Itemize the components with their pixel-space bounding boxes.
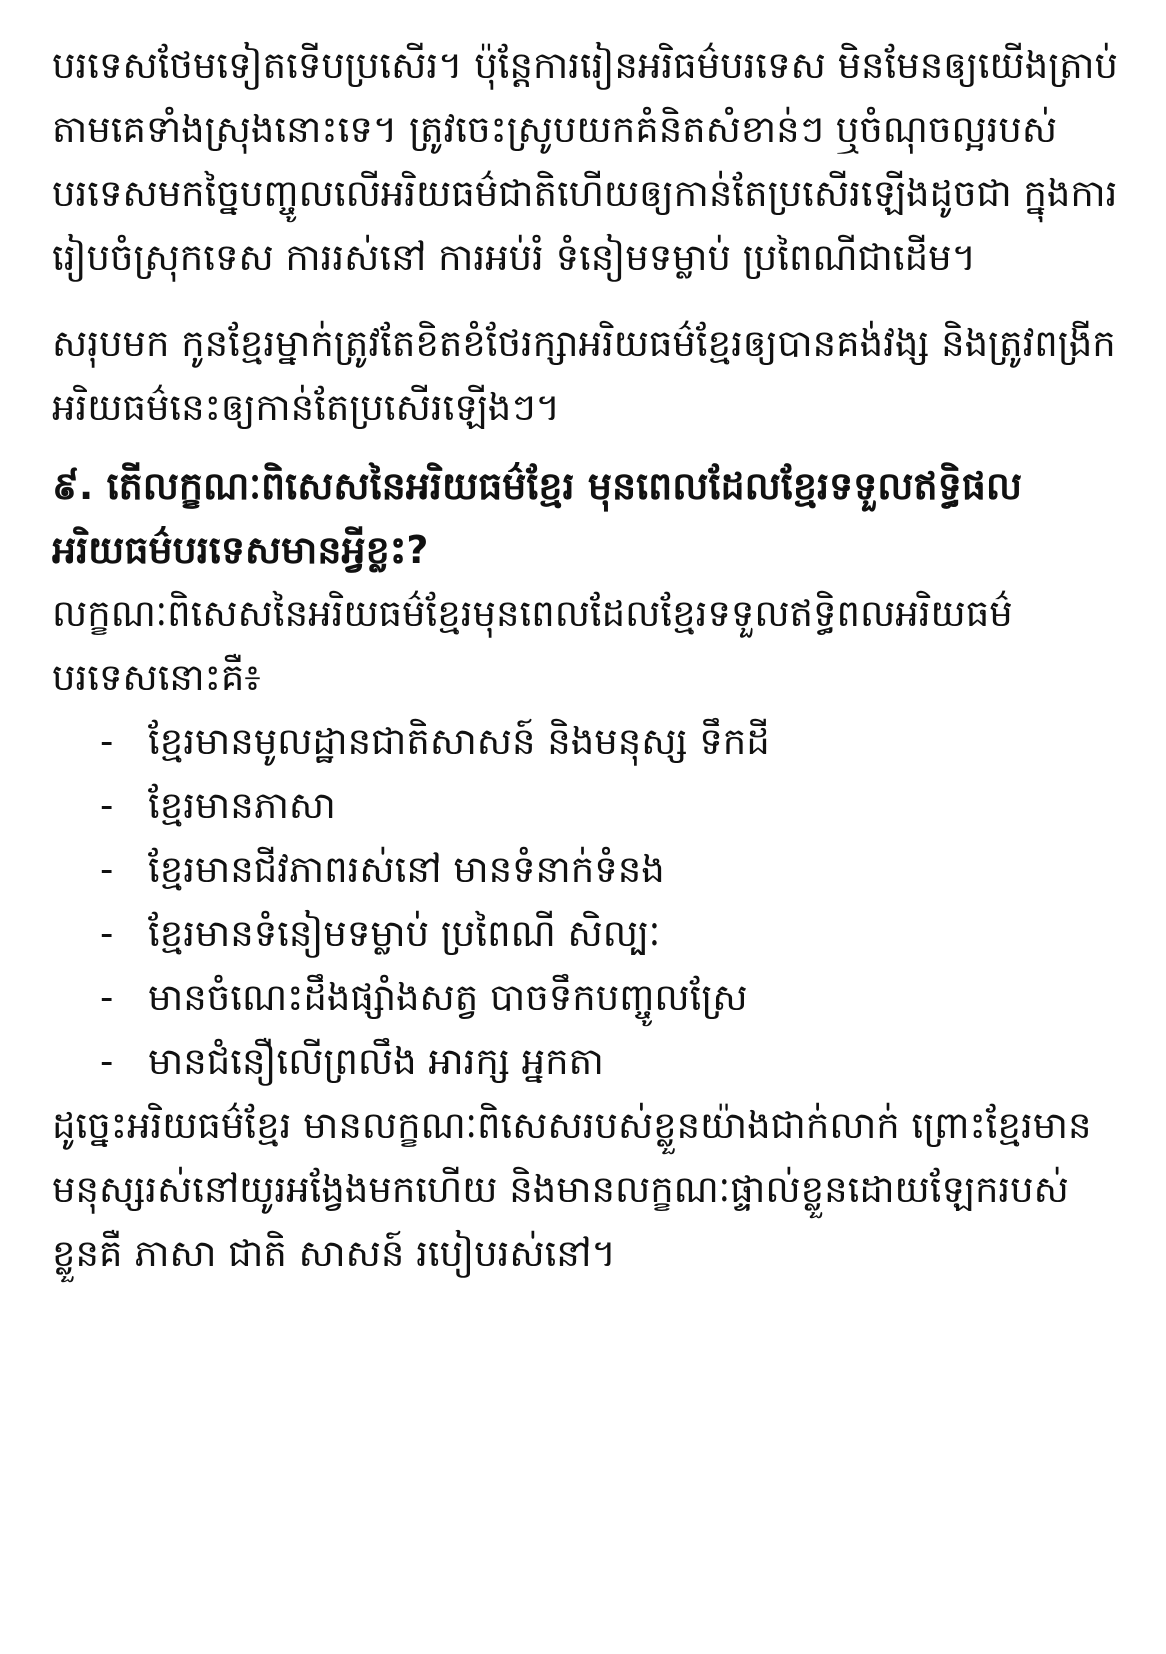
- list-item-text: ខ្មែរមានភាសា: [148, 784, 336, 827]
- document-page: [52, 34, 1118, 1286]
- paragraph-summary: សរុបមក កូនខ្មែរម្នាក់ត្រូវតែខិតខំថែរក្សាអរិយធម៌ខ្មែរឲ្យបានគង់វង្ស និងត្រូវពង្រីកអរិយធម៌នេះឲ្យកាន់តែប្រសើរឡើងៗ។: [52, 322, 1116, 429]
- list-item: [100, 710, 1118, 774]
- bullet-dash: -: [100, 976, 114, 1019]
- list-item: [100, 774, 1118, 838]
- bullet-dash: -: [100, 784, 114, 827]
- list-item-text: ខ្មែរមានជីវភាពរស់នៅ មានទំនាក់ទំនង: [148, 848, 665, 891]
- list-item-text: ខ្មែរមានមូលដ្ឋានជាតិសាសន៍ និងមនុស្ស ទឹកដី: [148, 720, 770, 763]
- bullet-dash: -: [100, 1040, 114, 1083]
- characteristics-list: [52, 710, 1118, 1094]
- list-item-text: មានជំនឿលើព្រលឹង អារក្ស អ្នកតា: [148, 1040, 604, 1083]
- list-item: [100, 838, 1118, 902]
- list-item: [100, 1030, 1118, 1094]
- question-heading: ៩. តើលក្ខណៈពិសេសនៃអរិយធម៌ខ្មែរ មុនពេលដែលខ្មែរទទួលឥទ្ធិផលអរិយធម៌បរទេសមានអ្វីខ្លះ?: [52, 464, 1023, 572]
- bullet-dash: -: [100, 912, 114, 955]
- answer-intro: លក្ខណៈពិសេសនៃអរិយធម៌ខ្មែរមុនពេលដែលខ្មែរទទួលឥទ្ធិពលអរិយធម៌បរទេសនោះគឺ៖: [52, 592, 1013, 699]
- bullet-dash: -: [100, 720, 114, 763]
- list-item: [100, 966, 1118, 1030]
- list-item-text: ខ្មែរមានទំនៀមទម្លាប់ ប្រពៃណី សិល្បៈ: [148, 912, 661, 955]
- list-item: [100, 902, 1118, 966]
- paragraph-conclusion: ដូច្នេះអរិយធម៌ខ្មែរ មានលក្ខណៈពិសេសរបស់ខ្លួនយ៉ាងជាក់លាក់ ព្រោះខ្មែរមានមនុស្សរស់នៅយូរអង្វែងមកហើយ និងមានលក្ខណៈផ្ទាល់ខ្លួនដោយឡែករបស់ខ្លួនគឺ ភាសា ជាតិ សាសន៍ របៀបរស់នៅ។: [52, 1104, 1092, 1275]
- list-item-text: មានចំណេះដឹងផ្សាំងសត្វ បាចទឹកបញ្ចូលស្រែ: [148, 976, 748, 1019]
- bullet-dash: -: [100, 848, 114, 891]
- paragraph-continuation: បរទេសថែមទៀតទើបប្រសើរ។ ប៉ុន្តែការរៀនអរិធម៌បរទេស មិនមែនឲ្យយើងត្រាប់តាមគេទាំងស្រុងនោះទេ។ ត្រូវចេះស្រូបយកគំនិតសំខាន់ៗ ឬចំណុចល្អរបស់បរទេសមកច្នៃបញ្ចូលលើអរិយធម៌ជាតិហើយឲ្យកាន់តែប្រសើរឡើងដូចជា ក្នុងការរៀបចំស្រុកទេស ការរស់នៅ ការអប់រំ ទំនៀមទម្លាប់ ប្រពៃណីជាដើម។: [52, 44, 1118, 279]
